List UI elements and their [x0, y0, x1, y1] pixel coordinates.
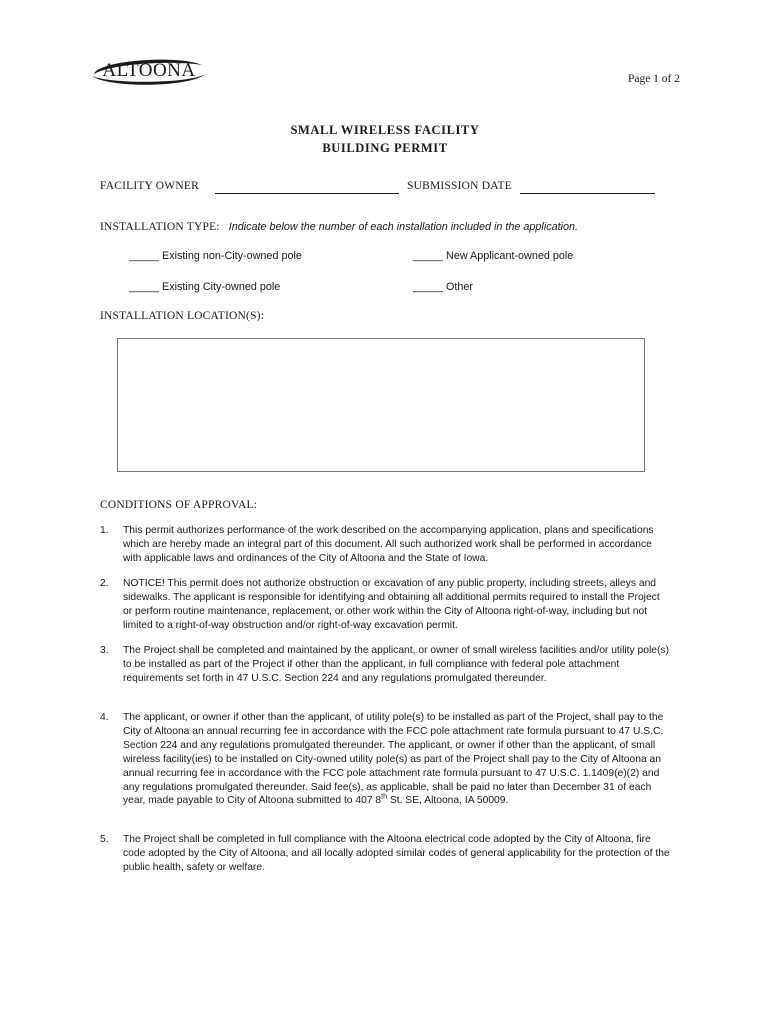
installation-location-label: INSTALLATION LOCATION(S): — [100, 310, 265, 322]
installation-type-row — [100, 217, 578, 235]
condition-item — [100, 524, 670, 566]
installation-location-box[interactable] — [117, 338, 645, 472]
condition-number: 3. — [100, 645, 109, 656]
condition-number: 2. — [100, 578, 109, 589]
condition-number: 1. — [100, 525, 109, 536]
condition-text: The applicant, or owner if other than the applicant, of utility pole(s) to be installed as part of the Project, shall pay to the City of Altoona an annual recurring fee in accordance with the FCC pole attachment rate formula pursuant to 47 U.S.C. Section 224 and any regulations promulgated thereunder. The applicant, or owner if other than the applicant, of small wireless facility(ies) to be installed on City-owned utility pole(s) as part of the Project shall pay to the City of Altoona an annual recurring fee in accordance with the FCC pole attachment rate formula pursuant to 47 U.S.C. 1.1409(e)(2) and any regulations promulgated thereunder. Said fee(s), as applicable, shall be paid no later than December 31 of each year, made payable to City of Altoona submitted to 407 8th St. SE, Altoona, IA 50009. — [123, 712, 664, 807]
option-new-applicant-pole[interactable]: _____ New Applicant-owned pole — [413, 250, 574, 262]
condition-item — [100, 833, 670, 875]
logo-text: ALTOONA — [102, 60, 196, 81]
condition-text: NOTICE! This permit does not authorize obstruction or excavation of any public property, including streets, alleys and sidewalks. The applicant is responsible for identifying and obtaining all additional permits required to install the Project or perform routine maintenance, replacement, or other work within the City of Altoona right-of-way, including but not limited to a right-of-way obstruction and/or right-of-way excavation permit. — [123, 578, 660, 631]
submission-date-label: SUBMISSION DATE — [407, 180, 512, 192]
submission-date-field[interactable] — [520, 193, 655, 194]
condition-item — [100, 577, 670, 633]
altoona-logo — [88, 50, 210, 92]
condition-text: The Project shall be completed and maintained by the applicant, or owner of small wireless facilities and/or utility pole(s) to be installed as part of the Project if other than the applicant, in full compliance with federal pole attachment requirements set forth in 47 U.S.C. Section 224 and any regulations promulgated thereunder. — [123, 645, 670, 684]
option-existing-non-city-pole[interactable]: _____ Existing non-City-owned pole — [129, 250, 302, 262]
title-line-1: SMALL WIRELESS FACILITY — [290, 123, 480, 137]
condition-number: 4. — [100, 712, 109, 723]
option-other[interactable]: _____ Other — [413, 281, 474, 293]
condition-number: 5. — [100, 834, 109, 845]
facility-owner-field[interactable] — [215, 193, 399, 194]
installation-type-label: INSTALLATION TYPE: — [100, 221, 220, 233]
document-title — [0, 121, 770, 157]
title-line-2: BUILDING PERMIT — [322, 141, 448, 155]
option-existing-city-pole[interactable]: _____ Existing City-owned pole — [129, 281, 281, 293]
condition-text: The Project shall be completed in full compliance with the Altoona electrical code adopted by the City of Altoona, fire code adopted by the City of Altoona, and all locally adopted similar codes of general applicability for the protection of the public health, safety or welfare. — [123, 834, 670, 873]
condition-item — [100, 644, 670, 686]
conditions-heading: CONDITIONS OF APPROVAL: — [100, 499, 258, 511]
condition-item — [100, 711, 670, 808]
installation-type-instruction: Indicate below the number of each installation included in the application. — [228, 221, 579, 233]
facility-owner-label: FACILITY OWNER — [100, 180, 199, 192]
page-number: Page 1 of 2 — [627, 73, 680, 85]
condition-text: This permit authorizes performance of the work described on the accompanying application, plans and specifications which are hereby made an integral part of this document. All such authorized work shall be performed in accordance with applicable laws and ordinances of the City of Altoona and the State of Iowa. — [123, 525, 654, 564]
